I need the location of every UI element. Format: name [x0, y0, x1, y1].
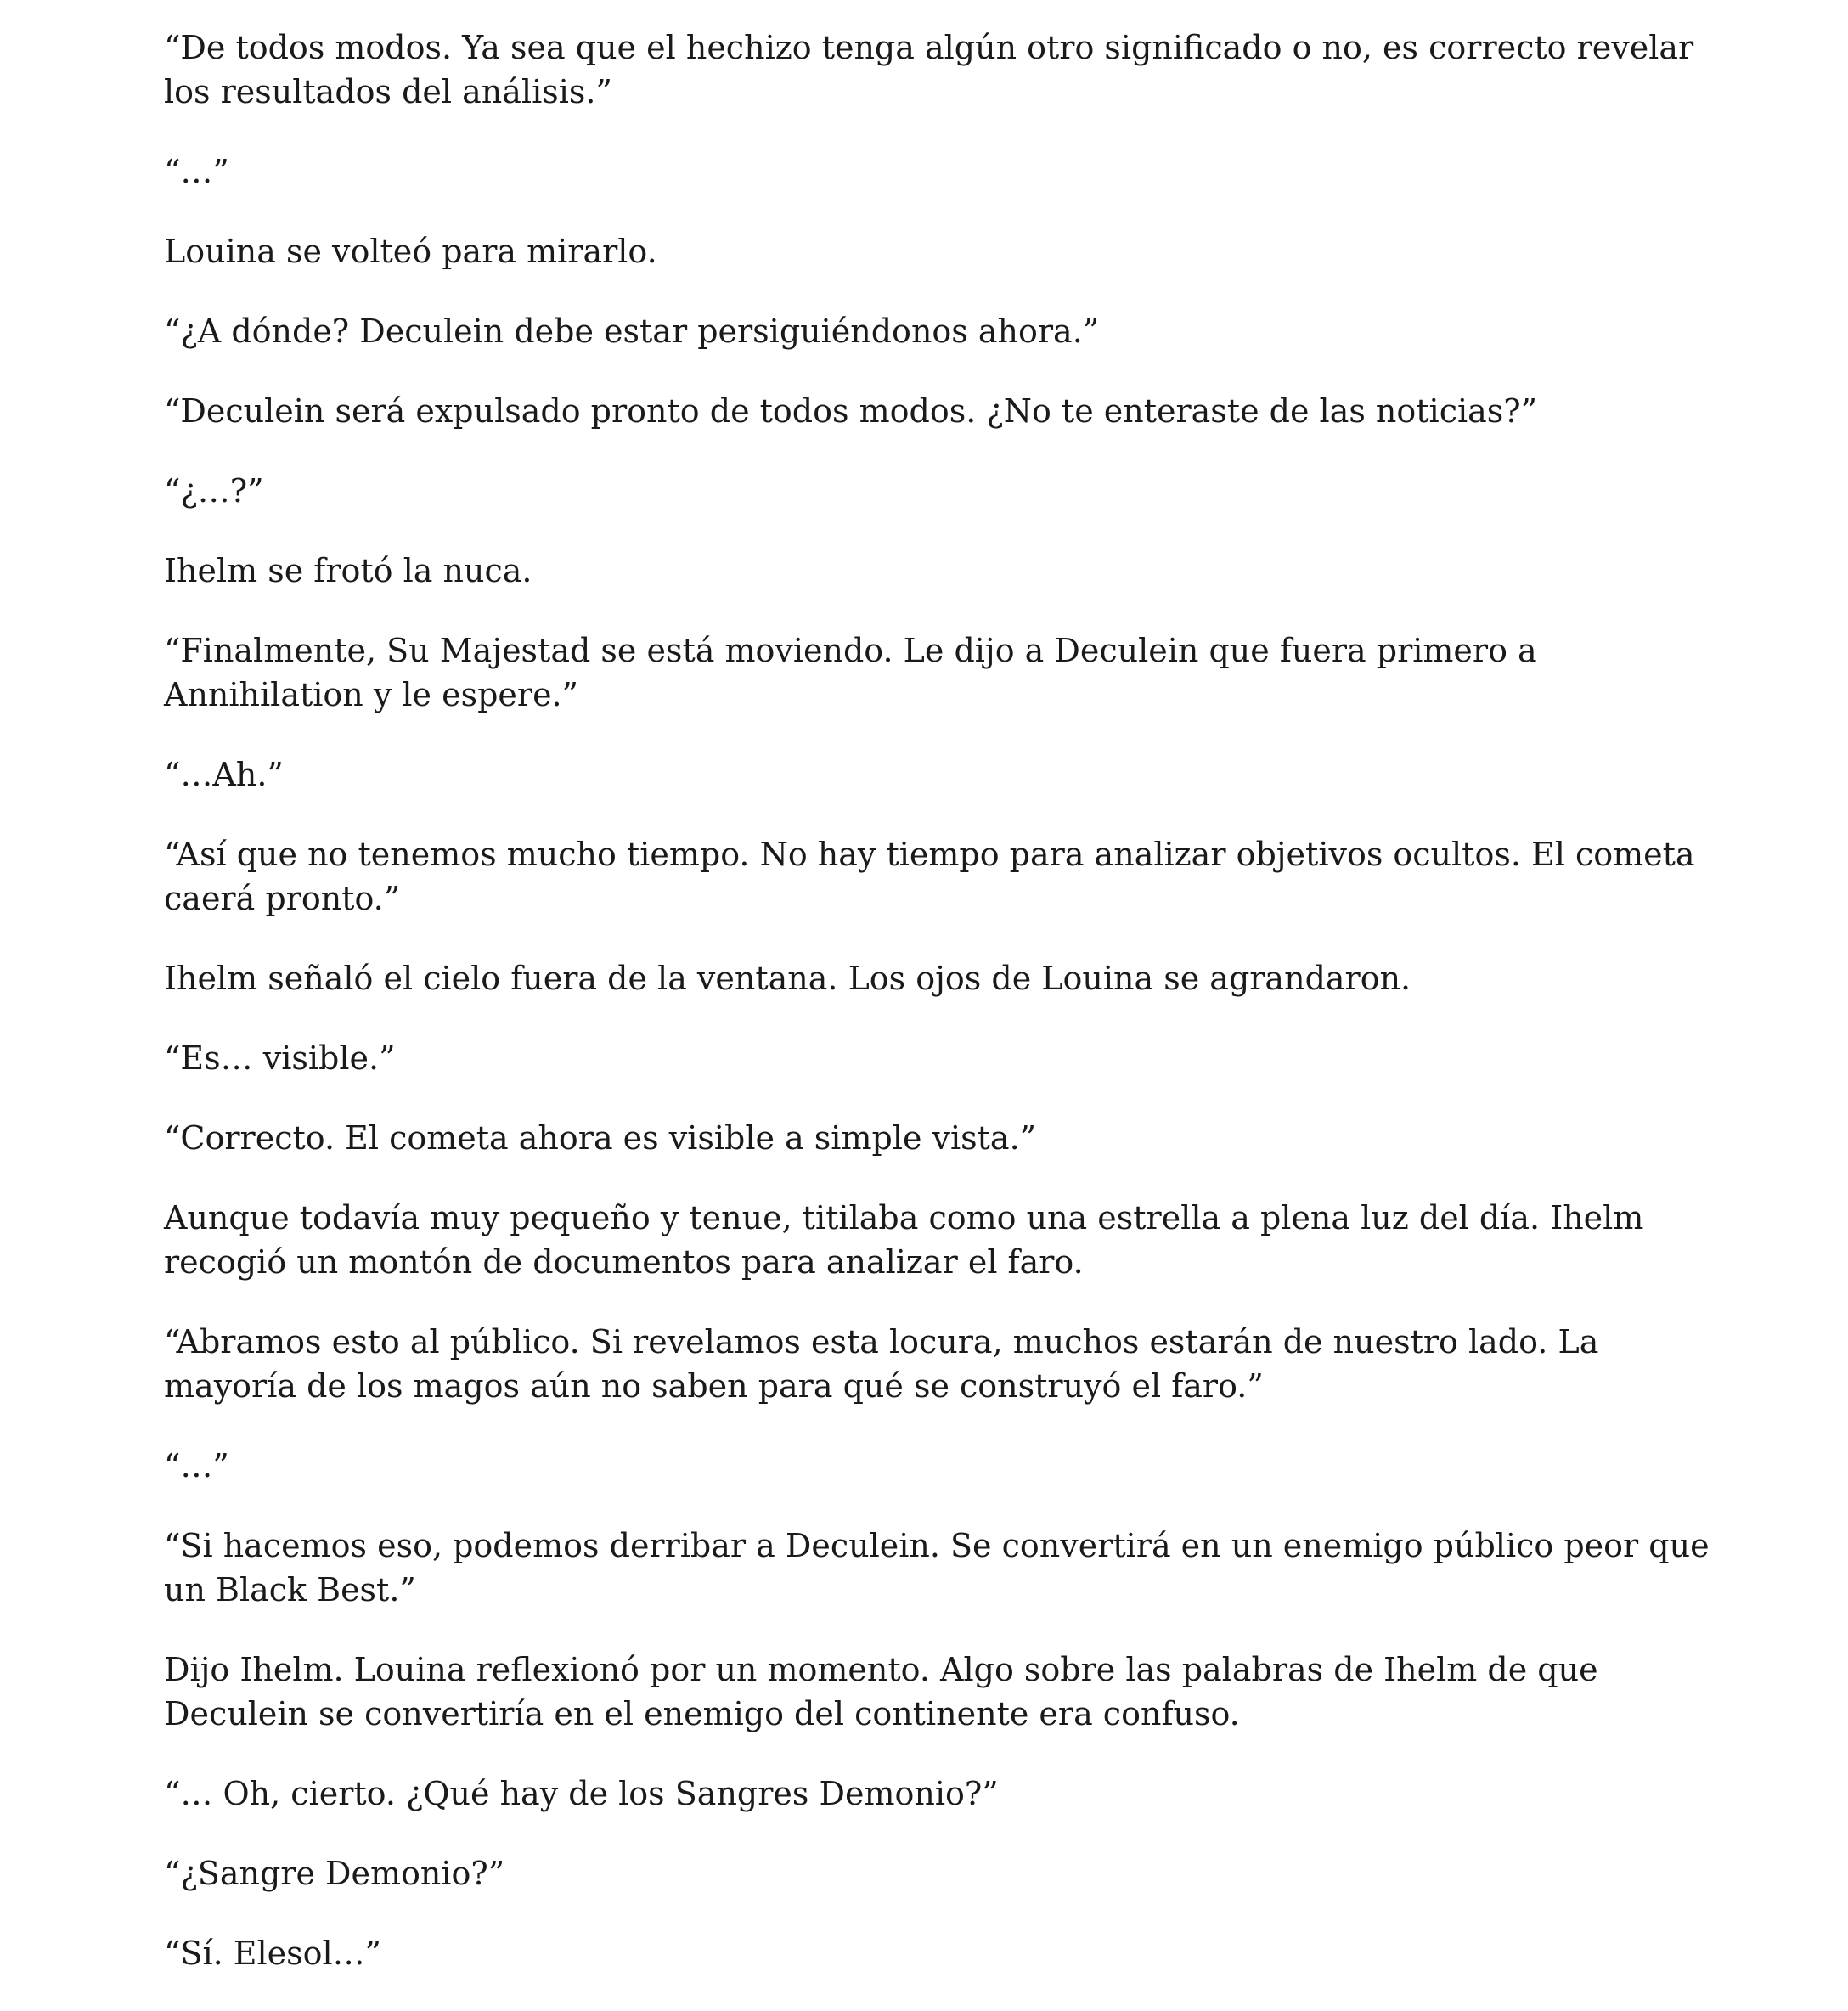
paragraph: “Correcto. El cometa ahora es visible a simple vista.”	[164, 1119, 1037, 1157]
paragraph: Dijo Ihelm. Louina reflexionó por un momento. Algo sobre las palabras de Ihelm de que Deculein se convertiría en el enemigo del continente era confuso.	[164, 1651, 1598, 1732]
paragraph: “¿…?”	[164, 472, 264, 510]
paragraph: “Abramos esto al público. Si revelamos esta locura, muchos estarán de nuestro lado. La mayoría de los magos aún no saben para qué se construyó el faro.”	[164, 1323, 1599, 1405]
paragraph: “Deculein será expulsado pronto de todos modos. ¿No te enteraste de las noticias?”	[164, 392, 1538, 430]
paragraph: “Si hacemos eso, podemos derribar a Deculein. Se convertirá en un enemigo público peor que un Black Best.”	[164, 1527, 1710, 1608]
paragraph: “Sí. Elesol…”	[164, 1935, 382, 1972]
paragraph: “Así que no tenemos mucho tiempo. No hay tiempo para analizar objetivos ocultos. El cometa caerá pronto.”	[164, 836, 1695, 917]
paragraph: “… Oh, cierto. ¿Qué hay de los Sangres Demonio?”	[164, 1775, 999, 1812]
paragraph: Louina se volteó para mirarlo.	[164, 233, 657, 270]
paragraph: “…Ah.”	[164, 756, 284, 793]
paragraph: Ihelm señaló el cielo fuera de la ventana. Los ojos de Louina se agrandaron.	[164, 960, 1411, 997]
paragraph: “¿Sangre Demonio?”	[164, 1855, 505, 1892]
paragraph: “…”	[164, 153, 229, 190]
document-body	[164, 25, 1718, 2011]
paragraph: “Finalmente, Su Majestad se está moviendo. Le dijo a Deculein que fuera primero a Annihilation y le espere.”	[164, 632, 1537, 713]
paragraph: “De todos modos. Ya sea que el hechizo tenga algún otro significado o no, es correcto revelar los resultados del análisis.”	[164, 29, 1694, 110]
paragraph: Ihelm se frotó la nuca.	[164, 552, 532, 589]
paragraph: Aunque todavía muy pequeño y tenue, titilaba como una estrella a plena luz del día. Ihelm recogió un montón de documentos para analizar el faro.	[164, 1199, 1644, 1281]
paragraph: “…”	[164, 1447, 229, 1484]
paragraph: “¿A dónde? Deculein debe estar persiguiéndonos ahora.”	[164, 313, 1100, 350]
paragraph: “Es… visible.”	[164, 1039, 396, 1077]
